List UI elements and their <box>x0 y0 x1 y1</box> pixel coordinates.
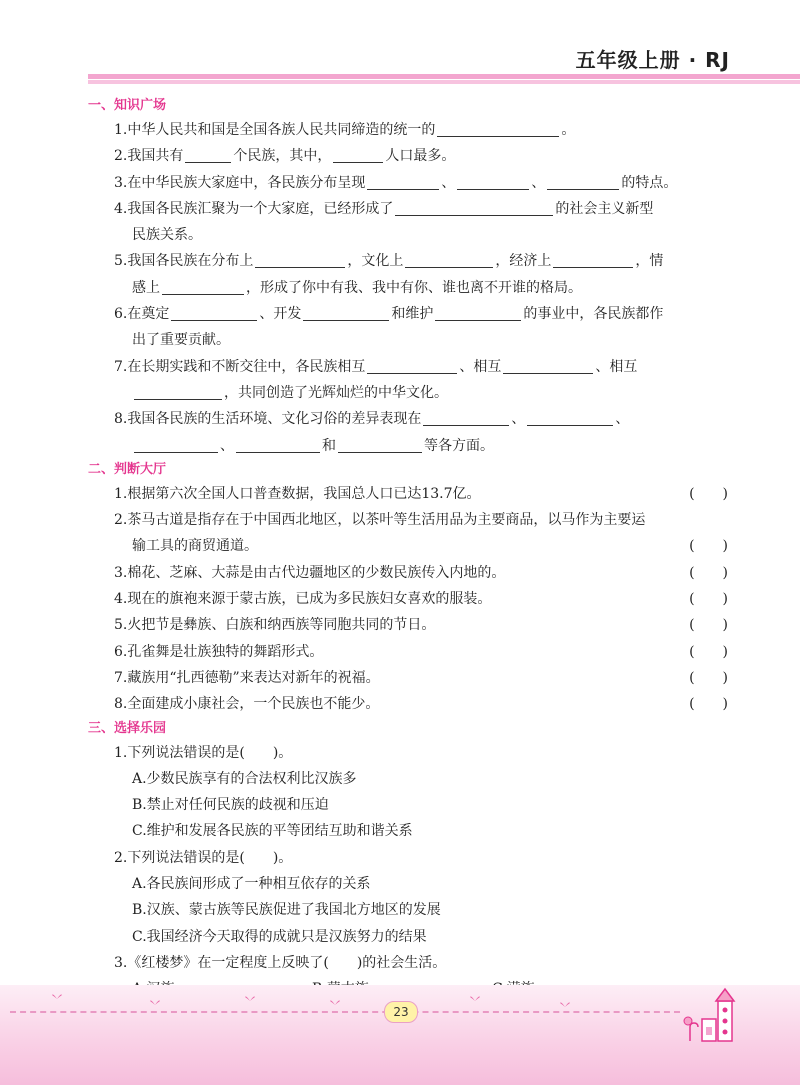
judgment-item-6: 6.孔雀舞是壮族独特的舞蹈形式。 ( ) <box>88 639 728 665</box>
answer-blank[interactable] <box>255 251 345 268</box>
answer-paren[interactable]: ( ) <box>689 538 728 555</box>
judgment-item-8: 8.全面建成小康社会，一个民族也不能少。 ( ) <box>88 691 728 717</box>
answer-blank[interactable] <box>457 173 529 190</box>
answer-blank[interactable] <box>367 173 439 190</box>
page-footer <box>0 985 800 1085</box>
judgment-item-2: 2.茶马古道是指存在于中国西北地区，以茶叶等生活用品为主要商品，以马作为主要运 <box>114 512 646 529</box>
answer-blank[interactable] <box>437 120 559 137</box>
question-1-4-cont: 民族关系。 <box>132 227 202 244</box>
answer-blank[interactable] <box>423 409 509 426</box>
question-1-1: 1.中华人民共和国是全国各族人民共同缔造的统一的 。 <box>114 122 576 138</box>
sprout-icon <box>330 999 340 1005</box>
choice-option-1b[interactable]: B.禁止对任何民族的歧视和压迫 <box>132 797 329 814</box>
section-title-choice: 三、选择乐园 <box>88 720 167 736</box>
worksheet-content <box>88 95 728 1003</box>
choice-question-3: 3.《红楼梦》在一定程度上反映了( )的社会生活。 <box>114 954 447 971</box>
answer-blank[interactable] <box>367 357 457 374</box>
answer-paren[interactable]: ( ) <box>689 696 728 713</box>
footer-dashed-line <box>10 1011 680 1013</box>
judgment-item-3: 3.棉花、芝麻、大蒜是由古代边疆地区的少数民族传入内地的。 ( ) <box>88 560 728 586</box>
choice-option-1c[interactable]: C.维护和发展各民族的平等团结互助和谐关系 <box>132 823 413 840</box>
question-1-6: 6.在奠定 、开发 和维护 的事业中，各民族都作 <box>114 306 664 323</box>
judgment-item-1: 1.根据第六次全国人口普查数据，我国总人口已达13.7亿。 ( ) <box>88 481 728 507</box>
question-1-3: 3.在中华民族大家庭中，各民族分布呈现 、 、 的特点。 <box>114 174 678 191</box>
page-number: 23 <box>384 1001 418 1023</box>
answer-blank[interactable] <box>333 146 383 163</box>
question-1-7-cont: ，共同创造了光辉灿烂的中华文化。 <box>88 380 728 406</box>
judgment-item-5: 5.火把节是彝族、白族和纳西族等同胞共同的节日。 ( ) <box>88 612 728 638</box>
sprout-icon <box>560 1001 570 1007</box>
page-header-title: 五年级上册 · RJ <box>575 48 730 72</box>
choice-option-2c[interactable]: C.我国经济今天取得的成就只是汉族努力的结果 <box>132 928 427 945</box>
choice-question-2: 2.下列说法错误的是( )。 <box>114 849 293 866</box>
answer-blank[interactable] <box>405 251 493 268</box>
answer-blank[interactable] <box>547 173 619 190</box>
answer-paren[interactable]: ( ) <box>689 591 728 608</box>
sprout-icon <box>245 995 255 1001</box>
question-1-8-cont: 、 和 等各方面。 <box>88 433 728 459</box>
sprout-icon <box>52 993 62 999</box>
choice-option-2b[interactable]: B.汉族、蒙古族等民族促进了我国北方地区的发展 <box>132 902 441 919</box>
answer-blank[interactable] <box>162 278 244 295</box>
answer-blank[interactable] <box>338 436 422 453</box>
sprout-icon <box>150 999 160 1005</box>
answer-blank[interactable] <box>134 436 218 453</box>
answer-blank[interactable] <box>503 357 593 374</box>
judgment-item-2-cont: 输工具的商贸通道。 ( ) <box>88 533 728 559</box>
answer-blank[interactable] <box>303 304 389 321</box>
answer-blank[interactable] <box>134 383 222 400</box>
answer-paren[interactable]: ( ) <box>689 617 728 634</box>
lighthouse-icon <box>682 983 742 1043</box>
question-1-4: 4.我国各民族汇聚为一个大家庭，已经形成了 的社会主义新型 <box>114 200 654 217</box>
answer-blank[interactable] <box>435 304 521 321</box>
question-1-6-cont: 出了重要贡献。 <box>132 332 230 349</box>
answer-paren[interactable]: ( ) <box>689 564 728 581</box>
answer-blank[interactable] <box>236 436 320 453</box>
answer-blank[interactable] <box>171 304 257 321</box>
question-1-2: 2.我国共有 个民族，其中， 人口最多。 <box>114 148 456 165</box>
choice-option-1a[interactable]: A.少数民族享有的合法权利比汉族多 <box>132 770 357 787</box>
question-1-5-cont: 感上 ，形成了你中有我、我中有你、谁也离不开谁的格局。 <box>132 279 582 296</box>
answer-blank[interactable] <box>553 251 633 268</box>
question-1-5: 5.我国各民族在分布上 ，文化上 ，经济上 ，情 <box>114 253 664 270</box>
header-bar <box>88 74 800 84</box>
answer-blank[interactable] <box>527 409 613 426</box>
section-title-judgment: 二、判断大厅 <box>88 461 167 477</box>
answer-paren[interactable]: ( ) <box>689 643 728 660</box>
choice-question-1: 1.下列说法错误的是( )。 <box>114 744 293 761</box>
sprout-icon <box>470 995 480 1001</box>
judgment-item-4: 4.现在的旗袍来源于蒙古族，已成为多民族妇女喜欢的服装。 ( ) <box>88 586 728 612</box>
section-title-knowledge: 一、知识广场 <box>88 98 167 113</box>
judgment-item-7: 7.藏族用“扎西德勒”来表达对新年的祝福。 ( ) <box>88 665 728 691</box>
question-1-7: 7.在长期实践和不断交往中，各民族相互 、相互 、相互 <box>114 358 638 375</box>
answer-paren[interactable]: ( ) <box>689 669 728 686</box>
choice-option-2a[interactable]: A.各民族间形成了一种相互依存的关系 <box>132 876 371 893</box>
answer-blank[interactable] <box>395 199 553 216</box>
answer-blank[interactable] <box>185 146 231 163</box>
answer-paren[interactable]: ( ) <box>689 485 728 502</box>
question-1-8: 8.我国各民族的生活环境、文化习俗的差异表现在 、 、 <box>114 411 630 428</box>
